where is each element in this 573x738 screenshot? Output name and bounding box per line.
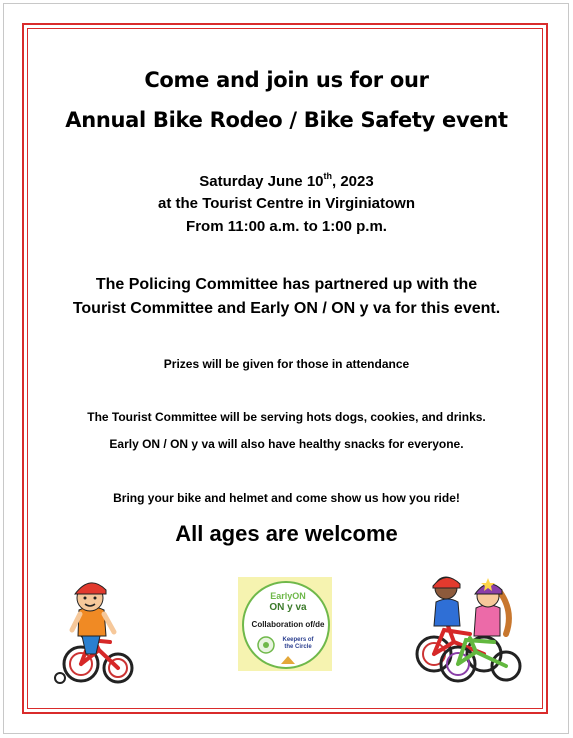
food-line-1: The Tourist Committee will be serving hots dogs, cookies, and drinks. [87, 410, 486, 424]
bring-bike-text: Bring your bike and helmet and come show us how you ride! [113, 491, 460, 505]
title-line-2: Annual Bike Rodeo / Bike Safety event [65, 108, 508, 132]
food-line-2: Early ON / ON y va will also have healthy snacks for everyone. [109, 437, 464, 451]
date-prefix: Saturday June 10 [199, 173, 324, 190]
logo-earlyon-text: EarlyON [270, 591, 306, 601]
two-children-on-bikes-illustration [414, 572, 522, 686]
event-date [0, 172, 573, 190]
title-line-1: Come and join us for our [144, 68, 429, 92]
prizes-text: Prizes will be given for those in attendance [163, 357, 410, 371]
logo-onyva-text: ON y va [269, 602, 307, 613]
logo-collaboration-text: Collaboration of/de [251, 620, 325, 629]
partner-seal-icon [256, 635, 276, 655]
event-time: From 11:00 a.m. to 1:00 p.m. [186, 218, 387, 235]
date-superscript: th [323, 171, 332, 181]
earlyon-collaboration-logo [238, 577, 332, 671]
partners-line-2: Tourist Committee and Early ON / ON y va for this event. [72, 300, 501, 317]
event-location: at the Tourist Centre in Virginiatown [158, 195, 415, 212]
all-ages-welcome: All ages are welcome [175, 521, 398, 546]
partners-line-1: The Policing Committee has partnered up with the [95, 276, 478, 293]
date-suffix: , 2023 [332, 173, 374, 190]
child-on-bike-illustration [52, 570, 138, 688]
partner-mark-icon [280, 655, 296, 665]
logo-keepers-text: Keepers of the Circle [282, 637, 314, 650]
logo-circle [242, 581, 330, 669]
